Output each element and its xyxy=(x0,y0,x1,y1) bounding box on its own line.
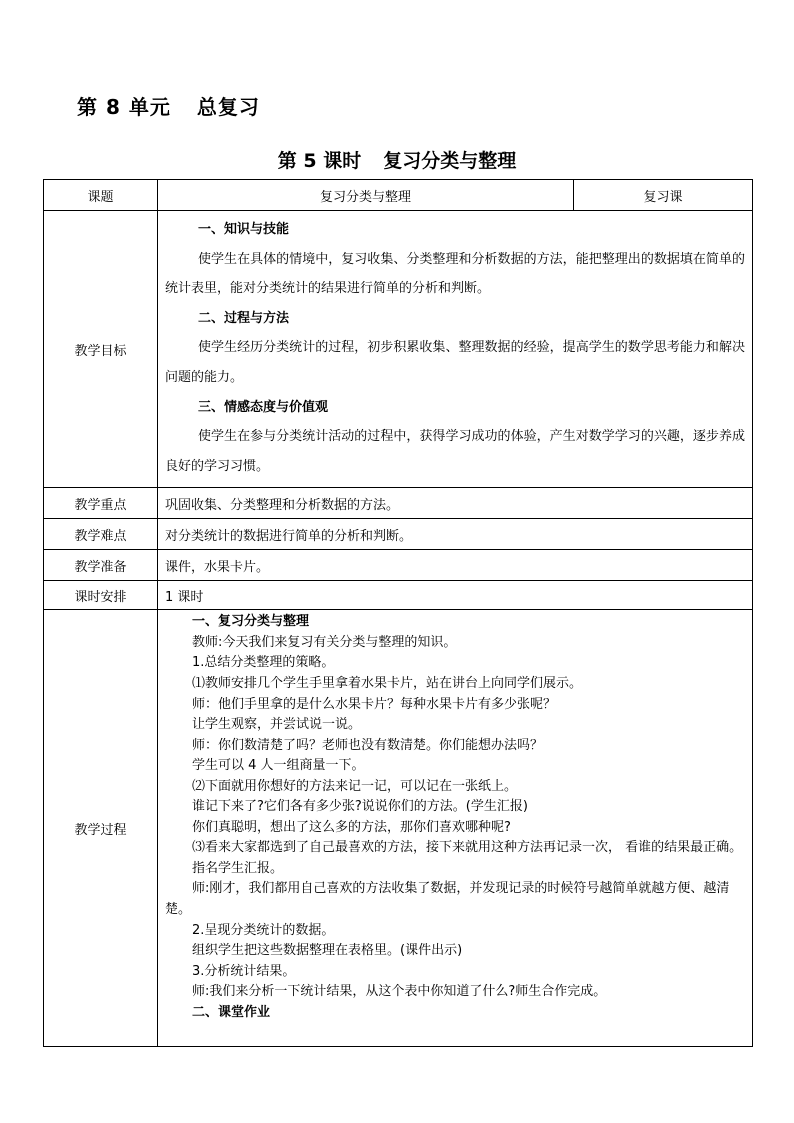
process-heading: 一、复习分类与整理 xyxy=(192,614,310,630)
process-label: 教学过程 xyxy=(44,610,158,1047)
table-row xyxy=(44,488,753,519)
lesson-title xyxy=(0,146,794,173)
table-row xyxy=(44,519,753,550)
table-row xyxy=(44,180,753,211)
process-line: 2.呈现分类统计的数据。 xyxy=(192,922,335,938)
goal-text: 使学生在具体的情境中，复习收集、分类整理和分析数据的方法，能把整理出的数据填在简单的统计表里，能对分类统计的结果进行简单的分析和判断。 xyxy=(165,251,745,297)
process-line: 师:我们来分析一下统计结果，从这个表中你知道了什么?师生合作完成。 xyxy=(192,984,607,1000)
process-line: ⑴教师安排几个学生手里拿着水果卡片，站在讲台上向同学们展示。 xyxy=(192,675,583,691)
unit-name: 总复习 xyxy=(196,95,260,119)
process-line: 师：你们数清楚了吗？老师也没有数清楚。你们能想办法吗？ xyxy=(192,737,544,753)
process-line: 师:刚才，我们都用自己喜欢的方法收集了数据，并发现记录的时候符号越简单就越方便、越清楚。 xyxy=(165,881,730,917)
process-line: 1.总结分类整理的策略。 xyxy=(192,655,335,671)
difficulties-label: 教学难点 xyxy=(44,519,158,550)
process-line: 谁记下来了?它们各有多少张?说说你们的方法。(学生汇报) xyxy=(192,799,528,815)
table-row xyxy=(44,581,753,610)
process-line: 组织学生把这些数据整理在表格里。(课件出示) xyxy=(192,943,463,959)
process-line: 让学生观察，并尝试说一说。 xyxy=(192,717,362,733)
process-line: 3.分析统计结果。 xyxy=(192,963,296,979)
topic-value: 复习分类与整理 xyxy=(158,180,574,211)
process-line: 教师:今天我们来复习有关分类与整理的知识。 xyxy=(192,634,457,650)
lesson-plan-table xyxy=(43,179,753,1047)
process-line: 学生可以 4 人一组商量一下。 xyxy=(192,758,365,774)
unit-title xyxy=(77,91,260,120)
lesson-name: 复习分类与整理 xyxy=(383,150,517,172)
goals-label: 教学目标 xyxy=(44,211,158,488)
table-row xyxy=(44,610,753,1047)
goal-heading: 三、情感态度与价值观 xyxy=(198,399,329,415)
key-points-label: 教学重点 xyxy=(44,488,158,519)
process-heading: 二、课堂作业 xyxy=(192,1004,271,1020)
process-line: ⑵下面就用你想好的方法来记一记，可以记在一张纸上。 xyxy=(192,778,518,794)
key-points-value: 巩固收集、分类整理和分析数据的方法。 xyxy=(158,488,753,519)
schedule-label: 课时安排 xyxy=(44,581,158,610)
preparation-value: 课件，水果卡片。 xyxy=(158,550,753,581)
schedule-value: 1 课时 xyxy=(158,581,753,610)
lesson-type-value: 复习课 xyxy=(574,180,753,211)
process-line: 你们真聪明，想出了这么多的方法，那你们喜欢哪种呢? xyxy=(192,819,511,835)
goal-heading: 一、知识与技能 xyxy=(198,222,290,237)
lesson-label: 第 5 课时 xyxy=(277,150,362,172)
goal-heading: 二、过程与方法 xyxy=(198,310,290,326)
process-line: 师：他们手里拿的是什么水果卡片？每种水果卡片有多少张呢？ xyxy=(192,696,557,712)
unit-label: 第 8 单元 xyxy=(77,95,171,119)
preparation-label: 教学准备 xyxy=(44,550,158,581)
topic-label: 课题 xyxy=(44,180,158,211)
process-line: 指名学生汇报。 xyxy=(192,860,284,876)
goals-cell xyxy=(158,211,753,488)
table-row xyxy=(44,211,753,488)
difficulties-value: 对分类统计的数据进行简单的分析和判断。 xyxy=(158,519,753,550)
process-cell xyxy=(158,610,753,1047)
goal-text: 使学生在参与分类统计活动的过程中，获得学习成功的体验，产生对数学学习的兴趣，逐步养成良好的学习习惯。 xyxy=(165,429,745,474)
goal-text: 使学生经历分类统计的过程，初步积累收集、整理数据的经验，提高学生的数学思考能力和解决问题的能力。 xyxy=(165,340,745,385)
process-line: ⑶看来大家都选到了自己最喜欢的方法，接下来就用这种方法再记录一次， 看谁的结果最正确。 xyxy=(192,840,743,856)
table-row xyxy=(44,550,753,581)
